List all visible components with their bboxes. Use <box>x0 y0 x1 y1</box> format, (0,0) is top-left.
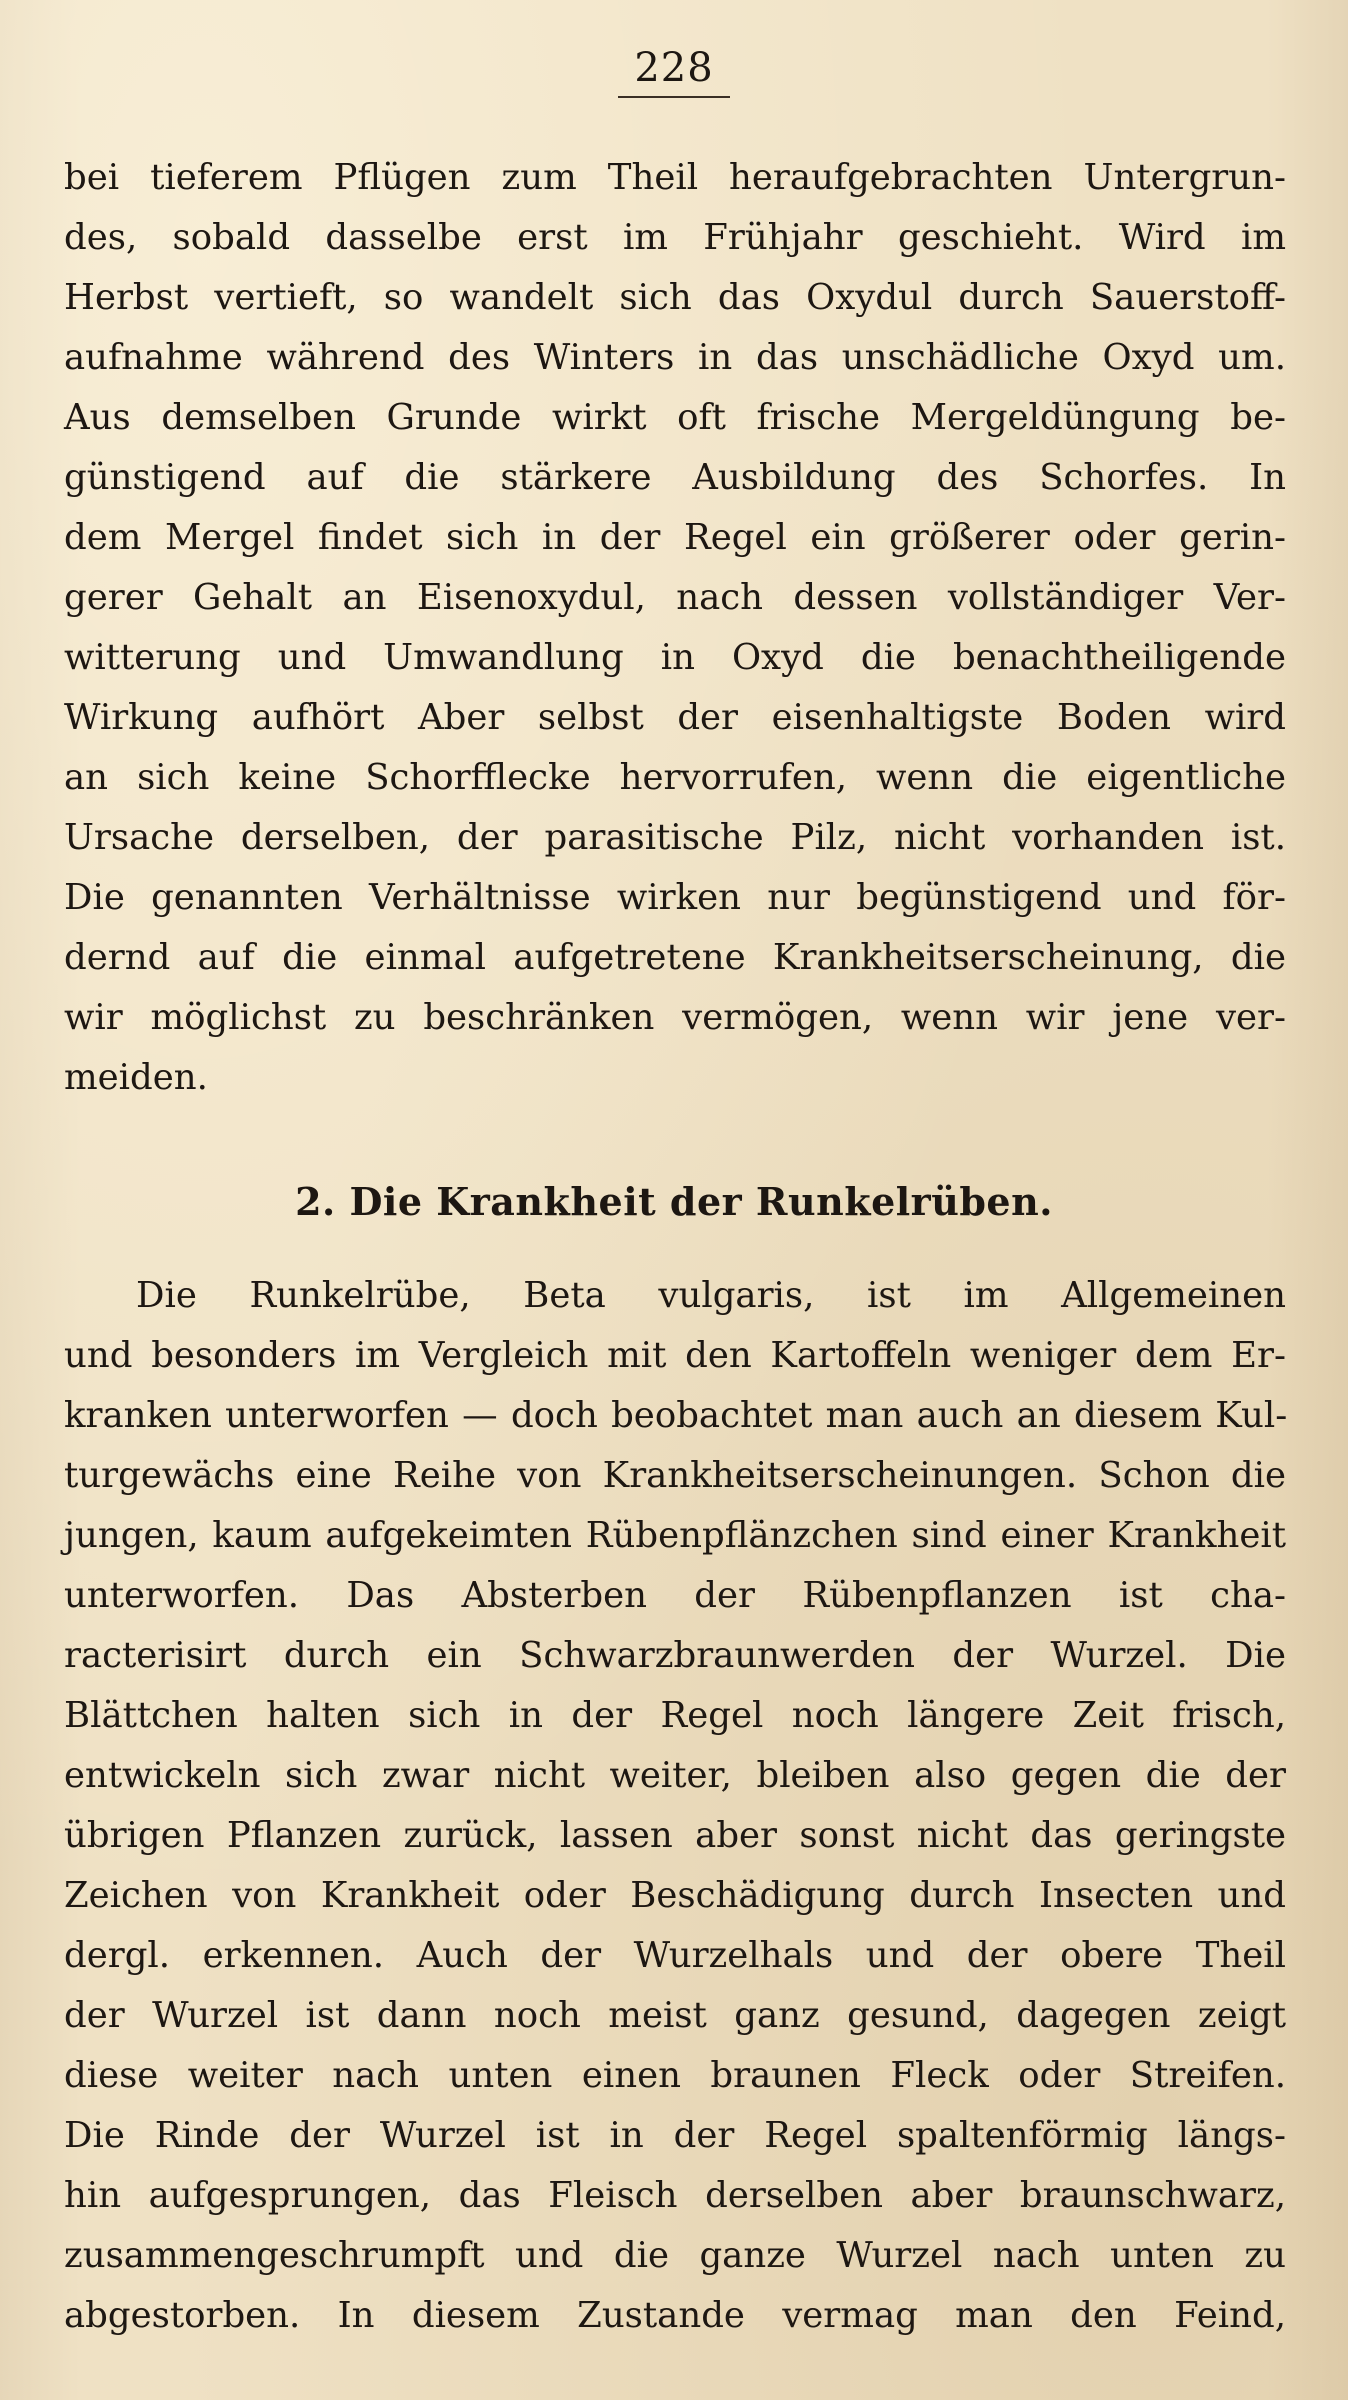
paragraph-scab-causes <box>64 148 1286 1108</box>
text-line: jungen, kaum aufgekeimten Rübenpflänzchen sind einer Krankheit <box>64 1515 1286 1556</box>
text-line: racterisirt durch ein Schwarzbraunwerden der Wurzel. Die <box>64 1635 1286 1676</box>
text-line: wir möglichst zu beschränken vermögen, wenn wir jene ver- <box>64 997 1286 1038</box>
text-line: dernd auf die einmal aufgetretene Krankheitserscheinung, die <box>64 937 1286 978</box>
text-line: Herbst vertieft, so wandelt sich das Oxydul durch Sauerstoff- <box>64 277 1286 318</box>
text-line: Die Rinde der Wurzel ist in der Regel spaltenförmig längs- <box>64 2115 1286 2156</box>
text-line: aufnahme während des Winters in das unschädliche Oxyd um. <box>64 337 1286 378</box>
section-heading: 2. Die Krankheit der Runkelrüben. <box>295 1179 1053 1224</box>
text-line: und besonders im Vergleich mit den Kartoffeln weniger dem Er- <box>64 1335 1286 1376</box>
text-line: meiden. <box>64 1057 208 1098</box>
paragraph-beet-disease <box>64 1266 1286 2346</box>
text-line: abgestorben. In diesem Zustande vermag man den Feind, <box>64 2295 1286 2336</box>
text-line: kranken unterworfen — doch beobachtet man auch an diesem Kul- <box>64 1395 1288 1436</box>
text-line: an sich keine Schorfflecke hervorrufen, wenn die eigentliche <box>64 757 1286 798</box>
text-line: günstigend auf die stärkere Ausbildung des Schorfes. In <box>64 457 1286 498</box>
text-line: unterworfen. Das Absterben der Rübenpflanzen ist cha- <box>64 1575 1286 1616</box>
text-line: Blättchen halten sich in der Regel noch längere Zeit frisch, <box>64 1695 1286 1736</box>
text-line: turgewächs eine Reihe von Krankheitserscheinungen. Schon die <box>64 1455 1286 1496</box>
text-line: Aus demselben Grunde wirkt oft frische Mergeldüngung be- <box>64 397 1286 438</box>
text-line: witterung und Umwandlung in Oxyd die benachtheiligende <box>64 637 1286 678</box>
text-line: Zeichen von Krankheit oder Beschädigung durch Insecten und <box>64 1875 1286 1916</box>
text-line: gerer Gehalt an Eisenoxydul, nach dessen vollständiger Ver- <box>64 577 1286 618</box>
text-line: Ursache derselben, der parasitische Pilz, nicht vorhanden ist. <box>64 817 1286 858</box>
text-line: entwickeln sich zwar nicht weiter, bleiben also gegen die der <box>64 1755 1286 1796</box>
page-header <box>0 42 1348 98</box>
page-number: 228 <box>618 42 729 98</box>
text-line: diese weiter nach unten einen braunen Fleck oder Streifen. <box>64 2055 1286 2096</box>
text-line: Die genannten Verhältnisse wirken nur begünstigend und för- <box>64 877 1286 918</box>
text-line: dergl. erkennen. Auch der Wurzelhals und der obere Theil <box>64 1935 1286 1976</box>
text-line: bei tieferem Pflügen zum Theil heraufgebrachten Untergrun- <box>64 157 1286 198</box>
text-line: des, sobald dasselbe erst im Frühjahr geschieht. Wird im <box>64 217 1286 258</box>
text-line: Wirkung aufhört Aber selbst der eisenhaltigste Boden wird <box>64 697 1286 738</box>
text-line: der Wurzel ist dann noch meist ganz gesund, dagegen zeigt <box>64 1995 1286 2036</box>
text-line: übrigen Pflanzen zurück, lassen aber sonst nicht das geringste <box>64 1815 1286 1856</box>
text-line: hin aufgesprungen, das Fleisch derselben aber braunschwarz, <box>64 2175 1286 2216</box>
text-line: zusammengeschrumpft und die ganze Wurzel nach unten zu <box>64 2235 1286 2276</box>
text-line: Die Runkelrübe, Beta vulgaris, ist im Allgemeinen <box>136 1275 1286 1316</box>
text-line: dem Mergel findet sich in der Regel ein größerer oder gerin- <box>64 517 1286 558</box>
